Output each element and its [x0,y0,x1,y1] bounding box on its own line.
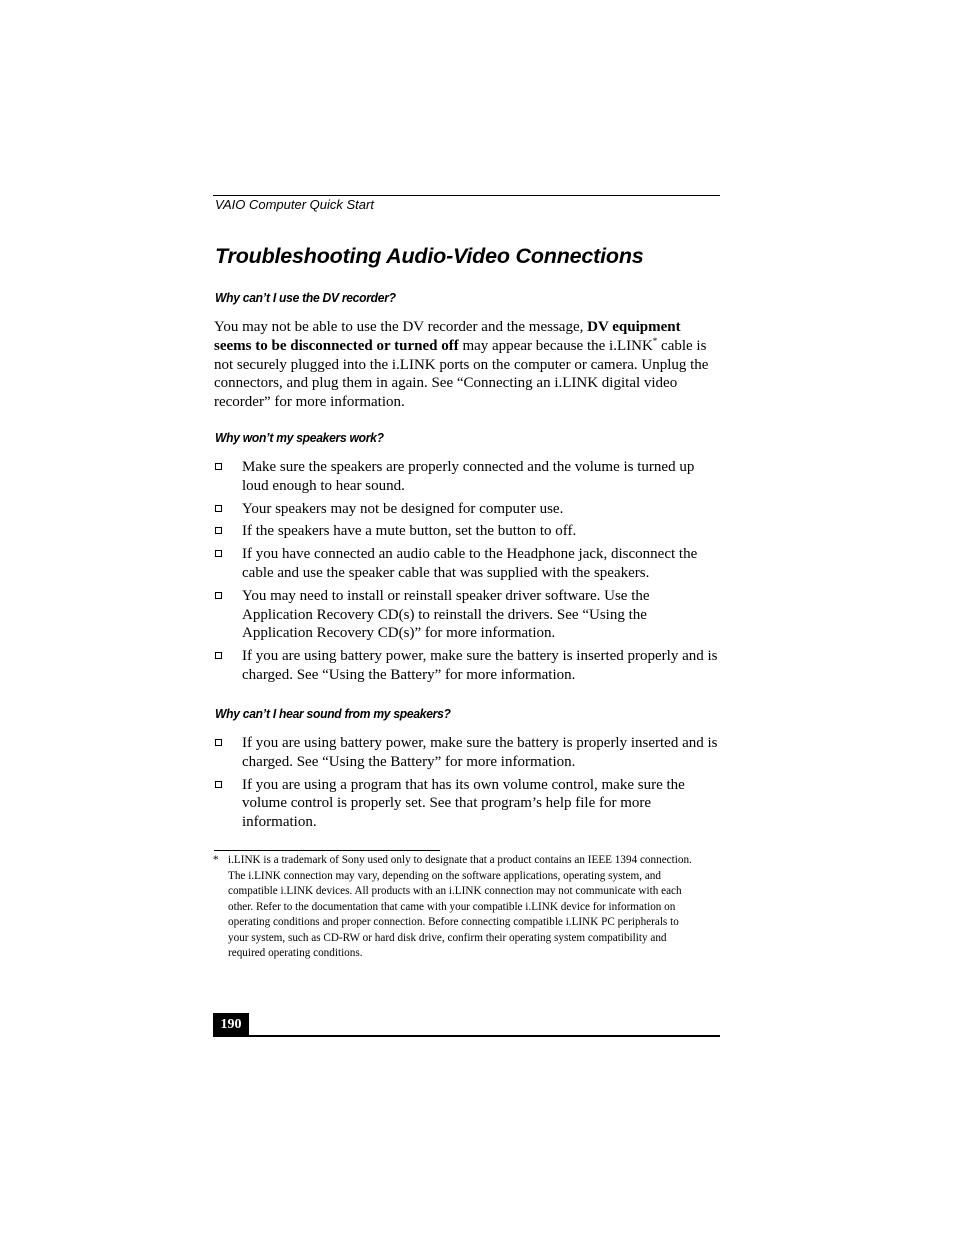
list-item-text: If you are using a program that has its own volume control, make sure the volume control is properly set. See that program’s help file for more information. [242,776,685,831]
list-item-text: You may need to install or reinstall speaker driver software. Use the Application Recovery CD(s) to reinstall the drivers. See “Using the Application Recovery CD(s)” for more information. [242,587,650,642]
list-item [214,587,720,643]
question-heading-dv-recorder: Why can’t I use the DV recorder? [215,290,396,305]
list-item [214,545,720,583]
list-item [214,458,720,496]
section-title: Troubleshooting Audio-Video Connections [215,244,644,268]
checkbox-bullet-icon [215,527,222,534]
answer-text: cable is not securely plugged into the i.LINK ports on the computer or camera. Unplug the connectors, and plug them in again. See “Connecting an i.LINK digital video recorder” for more information. [214,337,709,411]
list-item [214,776,720,832]
footer-rule [213,1035,720,1037]
footnote [213,853,693,962]
footnote-text: i.LINK is a trademark of Sony used only to designate that a product contains an IEEE 1394 connection. The i.LINK connection may vary, depending on the software applications, operating system, and compatible i.LINK devices. All products with an i.LINK connection may not communicate with each other. Refer to the documentation that came with your compatible i.LINK device for information on operating conditions and proper connection. Before connecting compatible i.LINK PC peripherals to your system, such as CD-RW or hard disk drive, confirm their operating system compatibility and required operating conditions. [228,854,692,959]
error-message: DV equipment seems to be disconnected or turned off [214,319,681,354]
checkbox-bullet-icon [215,739,222,746]
list-item [214,734,720,772]
checkbox-bullet-icon [215,505,222,512]
question-heading-hear-sound: Why can’t I hear sound from my speakers? [215,706,451,721]
checkbox-bullet-icon [215,592,222,599]
list-item [214,500,720,519]
question-heading-speakers-work: Why won’t my speakers work? [215,430,384,445]
header-rule [213,195,720,196]
footnote-reference: * [652,335,658,346]
page-number: 190 [213,1013,249,1036]
list-item-text: If you have connected an audio cable to the Headphone jack, disconnect the cable and use the speaker cable that was supplied with the speakers. [242,546,698,581]
answer-text: may appear because the i.LINK [458,337,653,354]
checkbox-bullet-icon [215,781,222,788]
list-item-text: If the speakers have a mute button, set the button to off. [242,523,577,540]
answer-text: You may not be able to use the DV recorder and the message, [214,319,588,335]
hear-sound-list [214,734,720,832]
speakers-work-list [214,458,720,685]
list-item-text: Make sure the speakers are properly connected and the volume is turned up loud enough to hear sound. [242,459,695,494]
dv-recorder-answer [214,318,720,412]
checkbox-bullet-icon [215,550,222,557]
list-item-text: Your speakers may not be designed for computer use. [242,500,564,517]
footnote-rule [214,850,440,851]
list-item [214,522,720,541]
footnote-marker: * [213,854,219,866]
list-item [214,647,720,685]
checkbox-bullet-icon [215,652,222,659]
checkbox-bullet-icon [215,463,222,470]
list-item-text: If you are using battery power, make sure the battery is inserted properly and is charged. See “Using the Battery” for more information. [242,648,718,683]
running-header: VAIO Computer Quick Start [215,197,374,212]
list-item-text: If you are using battery power, make sure the battery is properly inserted and is charged. See “Using the Battery” for more information. [242,735,718,770]
